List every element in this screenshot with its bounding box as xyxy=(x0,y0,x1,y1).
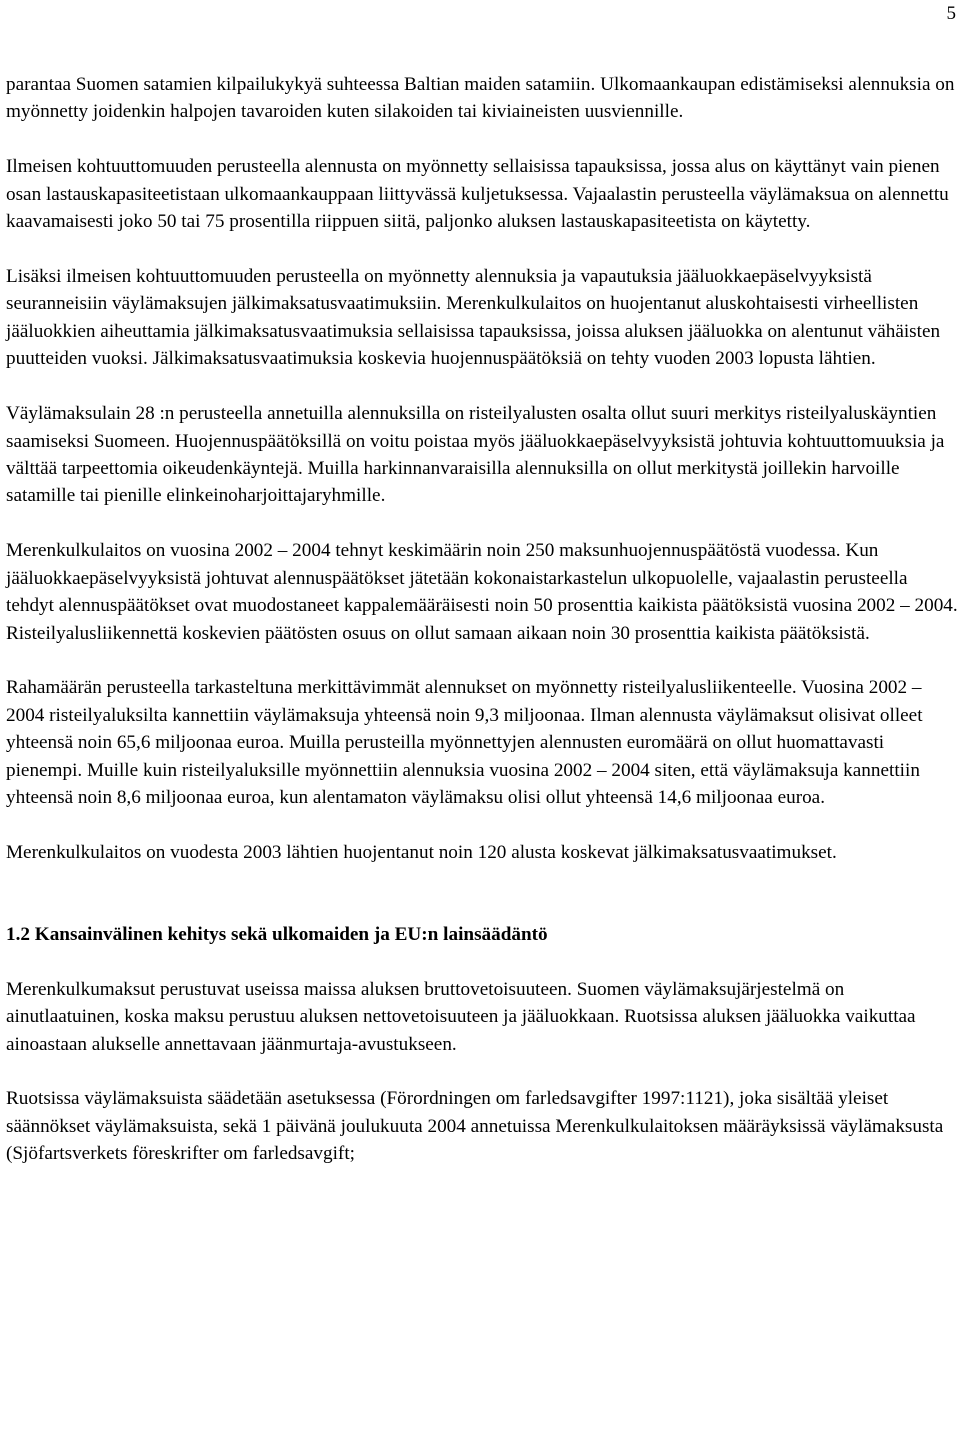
section-paragraph-1: Merenkulkumaksut perustuvat useissa maissa aluksen bruttovetoisuuteen. Suomen väylämaksujärjestelmä on ainutlaatuinen, koska maksu perustuu aluksen nettovetoisuuteen ja jääluokkaan. Ruotsissa aluksen jääluokka vaikuttaa ainoastaan alukselle annettavaan jäänmurtaja-avustukseen. xyxy=(6,978,916,1055)
paragraph-2: Ilmeisen kohtuuttomuuden perusteella alennusta on myönnetty sellaisissa tapauksissa, jossa alus on käyttänyt vain pienen osan lastauskapasiteetistaan ulkomaankauppaan liittyvässä kuljetuksessa. Vajaalastin perusteella väylämaksua on alennettu kaavamaisesti joko 50 tai 75 prosentilla riippuen siitä, paljonko aluksen lastauskapasiteetista on käytetty. xyxy=(6,156,949,233)
page-number: 5 xyxy=(946,3,956,24)
section-heading: 1.2 Kansainvälinen kehitys sekä ulkomaiden ja EU:n lainsäädäntö xyxy=(6,924,548,946)
paragraph-3: Lisäksi ilmeisen kohtuuttomuuden perusteella on myönnetty alennuksia ja vapautuksia jääluokkaepäselvyyksistä seuranneisiin väylämaksujen jälkimaksatusvaatimuksiin. Merenkulkulaitos on huojentanut aluskohtaisesti virheellisten jääluokkien aiheuttamia jälkimaksatusvaatimuksia sellaisissa tapauksissa, joissa aluksen jääluokka on alentunut vähäisten puutteiden vuoksi. Jälkimaksatusvaatimuksia koskevia huojennuspäätöksiä on tehty vuoden 2003 lopusta lähtien. xyxy=(6,266,941,370)
section-paragraph-2: Ruotsissa väylämaksuista säädetään asetuksessa (Förordningen om farledsavgifter 1997:1121), joka sisältää yleiset säännökset väylämaksuista, sekä 1 päivänä joulukuuta 2004 annetuissa Merenkulkulaitoksen määräyksissä väylämaksusta (Sjöfartsverkets föreskrifter om farledsavgift; xyxy=(6,1088,944,1165)
paragraph-6: Rahamäärän perusteella tarkasteltuna merkittävimmät alennukset on myönnetty risteilyalusliikenteelle. Vuosina 2002 – 2004 risteilyaluksilta kannettiin väylämaksuja yhteensä noin 9,3 miljoonaa. Ilman alennusta väylämaksut olisivat olleet yhteensä noin 65,6 miljoonaa euroa. Muilla perusteilla myönnettyjen alennusten euromäärä on ollut huomattavasti pienempi. Muille kuin risteilyaluksille myönnettiin alennuksia vuosina 2002 – 2004 siten, että väylämaksuja kannettiin yhteensä noin 8,6 miljoonaa euroa, kun alentamaton väylämaksu olisi ollut yhteensä 14,6 miljoonaa euroa. xyxy=(6,677,923,809)
document-body xyxy=(6,71,958,1195)
paragraph-4: Väylämaksulain 28 :n perusteella annetuilla alennuksilla on risteilyalusten osalta ollut suuri merkitys risteilyaluskäyntien saamiseksi Suomeen. Huojennuspäätöksillä on voitu poistaa myös jääluokkaepäselvyyksistä johtuvia kohtuuttomuuksia ja välttää tarpeettomia oikeudenkäyntejä. Muilla harkinnanvaraisilla alennuksilla on ollut merkitystä joillekin harvoille satamille tai pienille elinkeinoharjoittajaryhmille. xyxy=(6,403,945,507)
paragraph-1: parantaa Suomen satamien kilpailukykyä suhteessa Baltian maiden satamiin. Ulkomaankaupan edistämiseksi alennuksia on myönnetty joidenkin halpojen tavaroiden kuten silakoiden tai kiviaineisten uusviennille. xyxy=(6,74,955,123)
paragraph-7: Merenkulkulaitos on vuodesta 2003 lähtien huojentanut noin 120 alusta koskevat jälkimaksatusvaatimukset. xyxy=(6,841,837,863)
paragraph-5: Merenkulkulaitos on vuosina 2002 – 2004 tehnyt keskimäärin noin 250 maksunhuojennuspäätöstä vuodessa. Kun jääluokkaepäselvyyksistä johtuvat alennuspäätökset jätetään kokonaistarkastelun ulkopuolelle, vajaalastin perusteella tehdyt alennuspäätökset ovat muodostaneet kappalemääräisesti noin 50 prosenttia kaikista päätöksistä vuosina 2002 – 2004. Risteilyalusliikennettä koskevien päätösten osuus on ollut samaan aikaan noin 30 prosenttia kaikista päätöksistä. xyxy=(6,540,958,644)
